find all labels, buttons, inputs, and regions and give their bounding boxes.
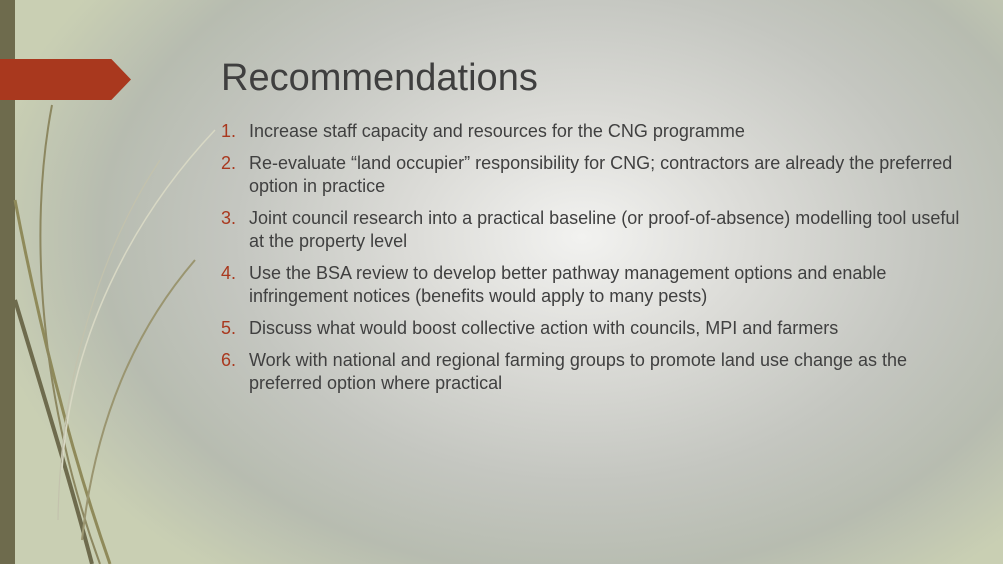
list-item-text: Discuss what would boost collective action with councils, MPI and farmers: [249, 318, 839, 338]
list-item-text: Re-evaluate “land occupier” responsibility for CNG; contractors are already the preferred option in practice: [249, 153, 953, 196]
list-item-text: Increase staff capacity and resources for the CNG programme: [249, 121, 745, 141]
list-item: [221, 120, 961, 143]
accent-flag-arrow: [0, 59, 131, 100]
list-item: [221, 317, 961, 340]
list-item: [221, 349, 961, 395]
list-item-text: Joint council research into a practical baseline (or proof-of-absence) modelling tool useful at the property level: [249, 208, 960, 251]
list-item: [221, 207, 961, 253]
list-item-text: Use the BSA review to develop better pathway management options and enable infringement notices (benefits would apply to many pests): [249, 263, 887, 306]
list-item: [221, 152, 961, 198]
list-item-number: 3.: [221, 208, 237, 228]
list-item-number: 2.: [221, 153, 237, 173]
list-item-text: Work with national and regional farming groups to promote land use change as the preferred option where practical: [249, 350, 908, 393]
list-item-number: 1.: [221, 121, 237, 141]
list-item: [221, 262, 961, 308]
slide-title: Recommendations: [221, 57, 538, 99]
list-item-number: 6.: [221, 350, 237, 370]
recommendations-list: [221, 120, 961, 404]
list-item-number: 5.: [221, 318, 237, 338]
list-item-number: 4.: [221, 263, 237, 283]
